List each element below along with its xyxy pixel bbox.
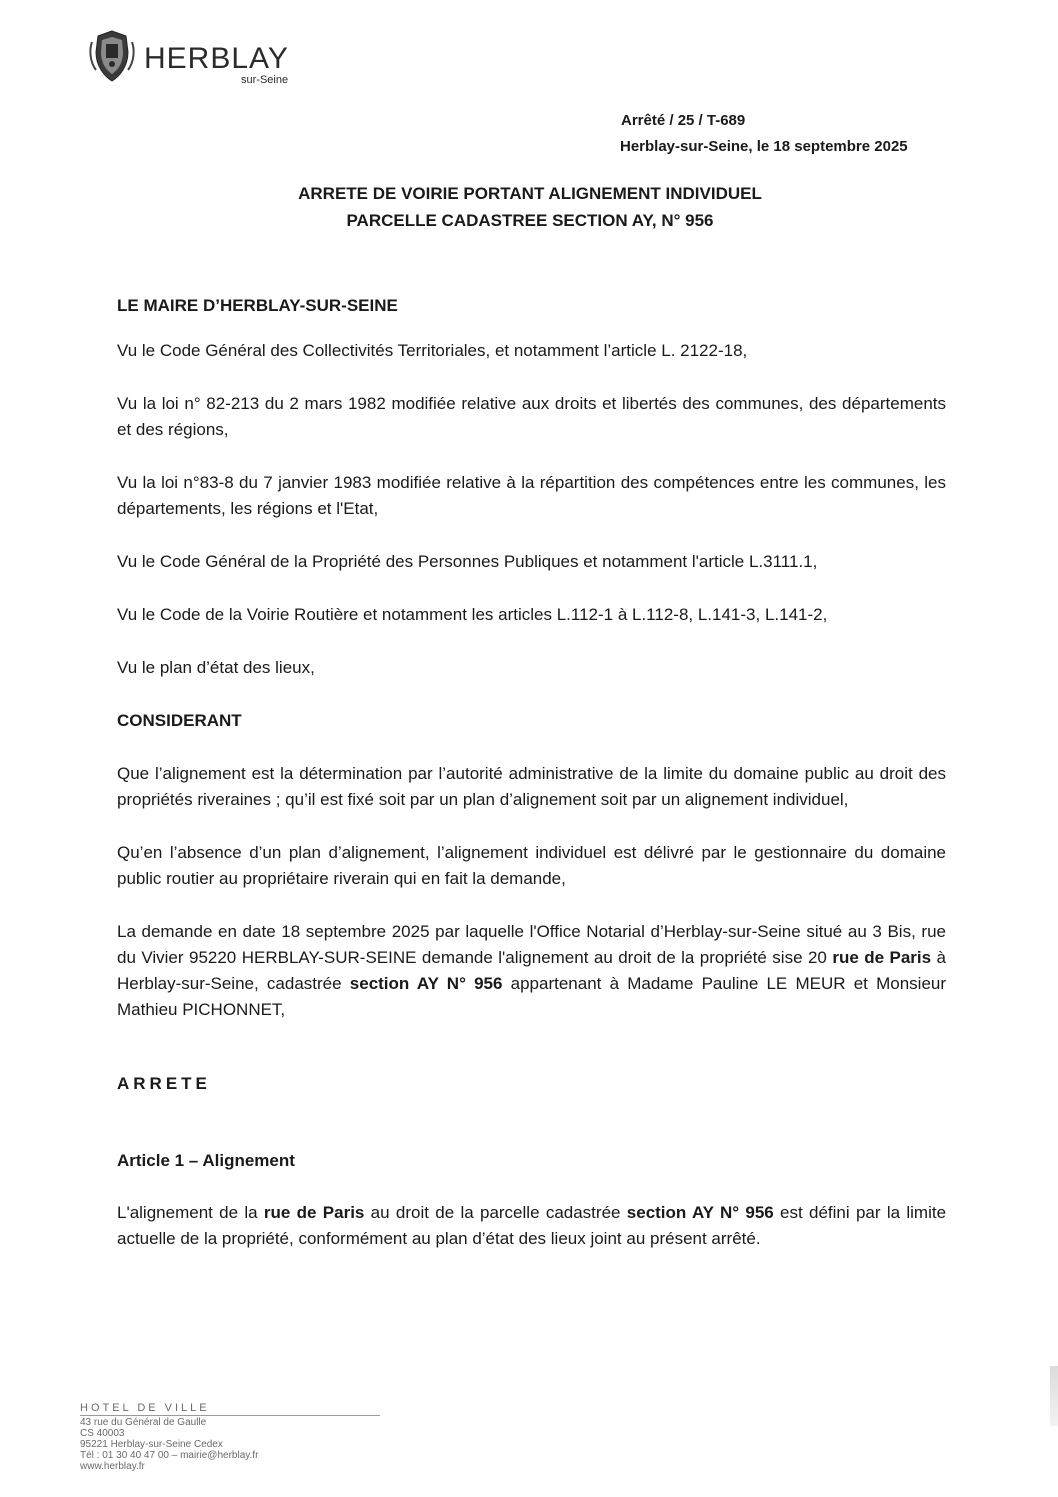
vu-paragraph-3: Vu la loi n°83-8 du 7 janvier 1983 modifiée relative à la répartition des compétences entre les communes, les départements, les régions et l'Etat, [117, 473, 946, 518]
demande-paragraph [117, 919, 946, 1023]
authority-heading: LE MAIRE D’HERBLAY-SUR-SEINE [117, 296, 398, 315]
article-1-text-1: L'alignement de la [117, 1203, 264, 1222]
demande-text-2: à Herblay-sur-Seine, cadastrée [117, 948, 946, 993]
vu-paragraph-1: Vu le Code Général des Collectivités Territoriales, et notamment l’article L. 2122-18, [117, 341, 748, 360]
considerant-paragraph-2: Qu’en l’absence d’un plan d’alignement, l’alignement individuel est délivré par le gestionnaire du domaine public routier au propriétaire riverain qui en fait la demande, [117, 843, 946, 888]
scan-edge-mark [1050, 1366, 1058, 1426]
article-1-text-2: au droit de la parcelle cadastrée [364, 1203, 627, 1222]
document-title [100, 180, 960, 234]
vu-paragraph-4: Vu le Code Général de la Propriété des Personnes Publiques et notamment l'article L.3111.1, [117, 552, 818, 571]
footer-title: HOTEL DE VILLE [80, 1403, 380, 1416]
demande-street: rue de Paris [832, 948, 932, 967]
arrete-heading: ARRETE [117, 1074, 211, 1093]
logo-name: HERBLAY [144, 42, 289, 75]
footer-contact: Tél : 01 30 40 47 00 – mairie@herblay.fr [80, 1450, 259, 1461]
article-1-paragraph [117, 1200, 946, 1252]
article-1-street: rue de Paris [263, 1203, 365, 1222]
considerant-heading: CONSIDERANT [117, 711, 242, 730]
city-crest-icon [88, 28, 136, 84]
decree-reference: Arrêté / 25 / T-689 [621, 112, 746, 129]
vu-paragraph-2: Vu la loi n° 82-213 du 2 mars 1982 modifiée relative aux droits et libertés des communes, des départements et des régions, [117, 394, 946, 439]
demande-parcel: section AY N° 956 [349, 974, 503, 993]
document-body [117, 293, 946, 1252]
vu-paragraph-5: Vu le Code de la Voirie Routière et notamment les articles L.112-1 à L.112-8, L.141-3, L.141-2, [117, 605, 828, 624]
footer-website: www.herblay.fr [80, 1461, 145, 1472]
footer-address [80, 1403, 400, 1472]
footer-city: 95221 Herblay-sur-Seine Cedex [80, 1439, 223, 1450]
place-date: Herblay-sur-Seine, le 18 septembre 2025 [620, 138, 908, 155]
article-1-text-3: est défini par la limite actuelle de la propriété, conformément au plan d’état des lieux joint au présent arrêté. [117, 1203, 947, 1248]
footer-cs: CS 40003 [80, 1428, 125, 1439]
logo-subtitle: sur-Seine [241, 74, 289, 86]
footer-street: 43 rue du Général de Gaulle [80, 1417, 207, 1428]
city-logo [88, 28, 308, 90]
article-1-parcel: section AY N° 956 [626, 1203, 774, 1222]
vu-paragraph-6: Vu le plan d’état des lieux, [117, 658, 315, 677]
reference-block [620, 108, 960, 160]
article-1-heading: Article 1 – Alignement [117, 1151, 295, 1170]
title-line-2: PARCELLE CADASTREE SECTION AY, N° 956 [346, 211, 714, 230]
demande-text-1: La demande en date 18 septembre 2025 par laquelle l'Office Notarial d’Herblay-sur-Seine situé au 3 Bis, rue du Vivier 95220 HERBLAY-SUR-SEINE demande l'alignement au droit de la propriété sise 20 [117, 922, 946, 967]
title-line-1: ARRETE DE VOIRIE PORTANT ALIGNEMENT INDIVIDUEL [298, 184, 762, 203]
considerant-paragraph-1: Que l’alignement est la détermination par l’autorité administrative de la limite du domaine public au droit des propriétés riveraines ; qu’il est fixé soit par un plan d’alignement soit par un alignement individuel, [117, 764, 946, 809]
demande-text-3: appartenant à Madame Pauline LE MEUR et Monsieur Mathieu PICHONNET, [117, 974, 947, 1019]
